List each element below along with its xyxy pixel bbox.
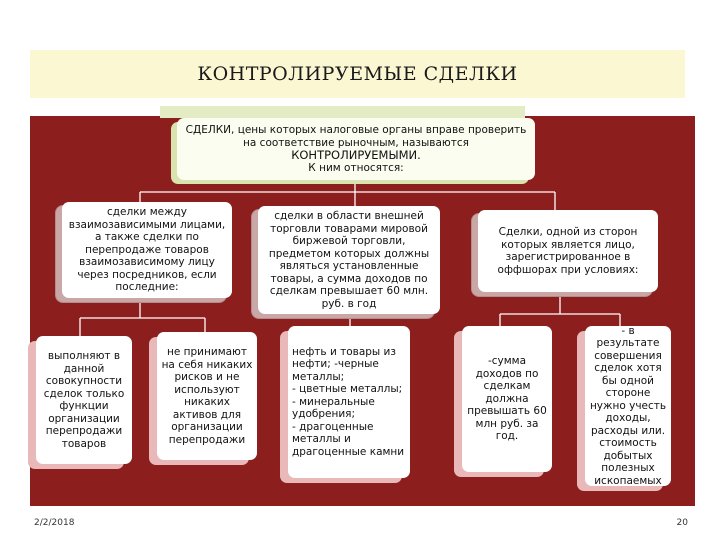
detail-text-income-accounting: - в результате совершения сделок хотя бы одной стороне нужно учесть доходы, расходы или. стоимость добытых полезных ископаемых <box>589 324 667 487</box>
footer-date: 2/2/2018 <box>34 518 75 528</box>
root-definition-text: СДЕЛКИ, цены которых налоговые органы вправе проверить на соответствие рыночным, называются <box>185 124 527 149</box>
root-definition-box <box>177 118 535 180</box>
root-emphasis-text: КОНТРОЛИРУЕМЫМИ. <box>291 148 421 162</box>
category-text-related-parties: сделки между взаимозависимыми лицами, а также сделки по перепродаже товаров взаимозависимому лицу через посредников, если последние: <box>68 206 226 294</box>
detail-box-resale-functions <box>36 336 132 464</box>
category-box-foreign-trade <box>258 206 440 314</box>
detail-box-income-accounting <box>585 326 671 486</box>
category-text-offshore: Сделки, одной из сторон которых является лицо, зарегистрированное в оффшорах при условиях: <box>497 226 639 276</box>
detail-box-no-risks <box>157 332 257 460</box>
detail-text-resale-functions: выполняют в данной совокупности сделок только функции организации перепродажи товаров <box>43 350 125 450</box>
slide-title: КОНТРОЛИРУЕМЫЕ СДЕЛКИ <box>197 63 518 85</box>
footer-page-number: 20 <box>676 518 688 528</box>
category-text-foreign-trade: сделки в области внешней торговли товарами мировой биржевой торговли, предметом которых должны являться установленные товары, а сумма доходов по сделкам превышает 60 млн. руб. в год <box>268 210 430 310</box>
detail-text-commodity-list: нефть и товары из нефти; -черные металлы; - цветные металлы; - минеральные удобрения; - драгоценные металлы и драгоценные камни <box>292 345 405 458</box>
detail-text-no-risks: не принимают на себя никаких рисков и не используют никаких активов для организации перепродажи <box>161 346 253 446</box>
detail-text-income-threshold: -сумма доходов по сделкам должна превышать 60 млн руб. за год. <box>467 355 547 443</box>
detail-box-income-threshold <box>462 326 552 472</box>
category-box-offshore <box>478 210 658 292</box>
detail-box-commodity-list <box>288 326 410 478</box>
category-box-related-parties <box>62 202 232 298</box>
root-intro-text: К ним относятся: <box>308 161 404 174</box>
